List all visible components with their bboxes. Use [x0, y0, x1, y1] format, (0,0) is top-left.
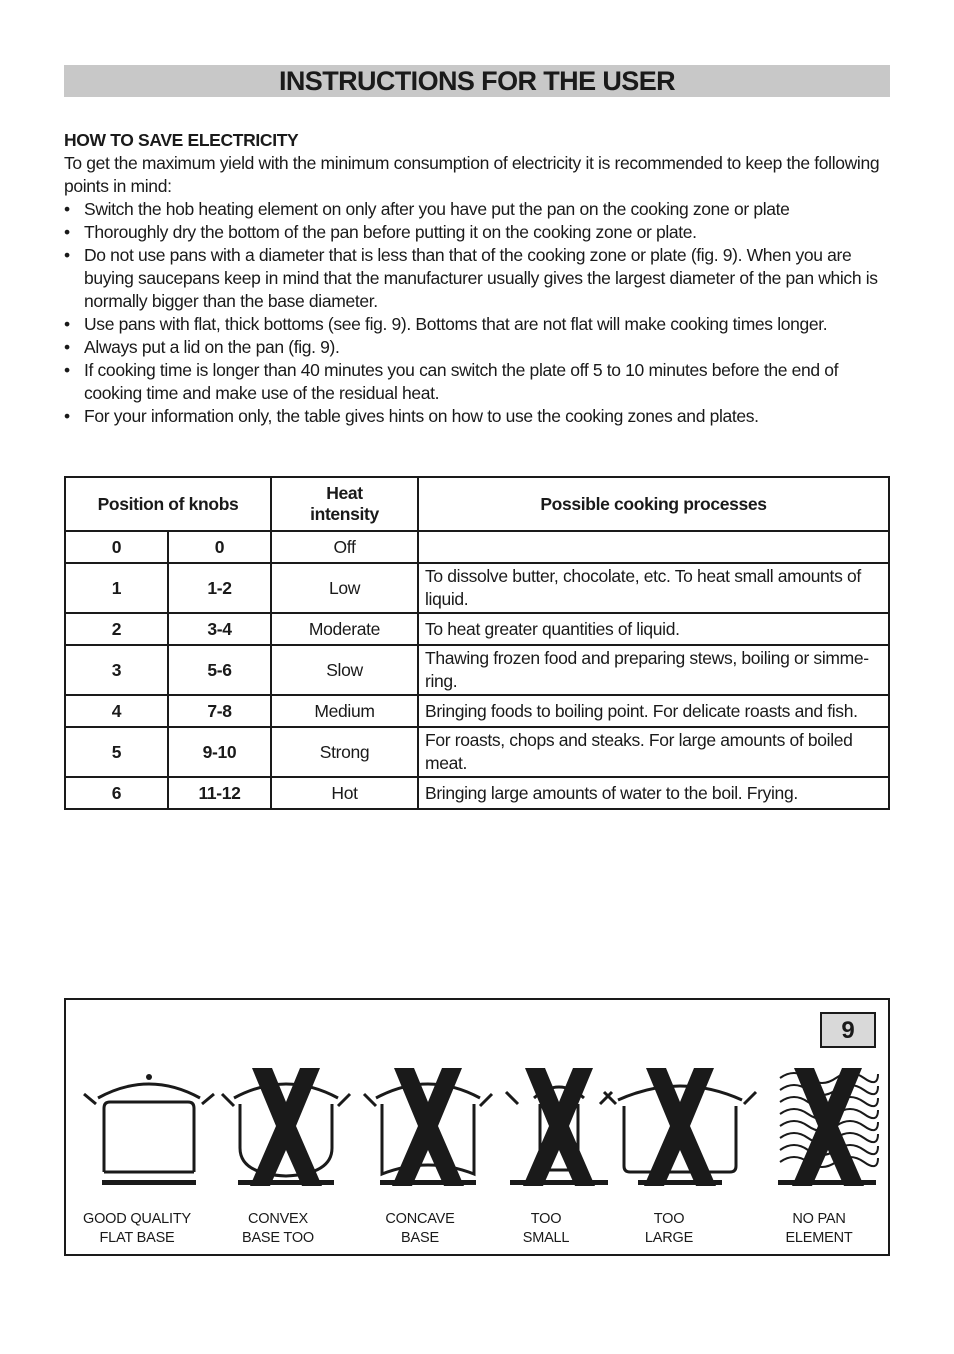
no-pan-heat-icon — [774, 1064, 880, 1190]
knob-position: 3 — [65, 645, 168, 695]
electricity-section — [64, 129, 890, 428]
cooking-process: To heat greater quantities of liquid. — [418, 613, 889, 645]
caption-no-pan: NO PAN ELEMENT — [785, 1211, 853, 1246]
list-item: • If cooking time is longer than 40 minutes you can switch the plate off 5 to 10 minutes before the end of cooking time and make use of the residual heat. — [64, 359, 890, 405]
table-row — [65, 531, 889, 563]
section-intro: To get the maximum yield with the minimum consumption of electricity it is recommended to keep the following points in mind: — [64, 153, 880, 196]
heat-intensity: Strong — [271, 727, 418, 777]
figure-number: 9 — [820, 1012, 876, 1048]
header-heat: Heat intensity — [271, 477, 418, 531]
heat-intensity: Moderate — [271, 613, 418, 645]
caption-convex: CONVEX BASE TOO — [241, 1211, 314, 1246]
page-title: INSTRUCTIONS FOR THE USER — [278, 66, 675, 96]
table-row — [65, 613, 889, 645]
knob-position: 2 — [65, 613, 168, 645]
list-item: • Do not use pans with a diameter that is less than that of the cooking zone or plate (fig. 9). When you are buying saucepans keep in mind that the manufacturer usually gives the largest diameter of the pan which is normally bigger than the base diameter. — [64, 244, 890, 313]
caption-good: GOOD QUALITY FLAT BASE — [83, 1211, 191, 1246]
table-row — [65, 777, 889, 809]
knob-position: 4 — [65, 695, 168, 727]
caption-concave: CONCAVE BASE — [385, 1211, 455, 1246]
cooking-process: Bringing large amounts of water to the boil. Frying. — [418, 777, 889, 809]
heat-intensity: Hot — [271, 777, 418, 809]
knob-position-alt: 3-4 — [168, 613, 271, 645]
caption-too-small: TOO SMALL — [522, 1211, 570, 1246]
header-knobs: Position of knobs — [65, 477, 271, 531]
heat-intensity: Off — [271, 531, 418, 563]
cooking-process — [418, 531, 889, 563]
cooking-process: Bringing foods to boiling point. For delicate roasts and fish. — [418, 695, 889, 727]
list-item: • Switch the hob heating element on only after you have put the pan on the cooking zone or plate — [64, 198, 890, 221]
pan-convex-icon — [220, 1064, 352, 1190]
table-header-row — [65, 477, 889, 531]
knob-position: 5 — [65, 727, 168, 777]
knob-position: 0 — [65, 531, 168, 563]
cooking-process: To dissolve butter, chocolate, etc. To heat small amounts of liquid. — [418, 563, 889, 613]
table-row — [65, 695, 889, 727]
pan-good-icon — [82, 1064, 216, 1190]
cooking-process: For roasts, chops and steaks. For large amounts of boiled meat. — [418, 727, 889, 777]
pan-concave-icon — [362, 1064, 494, 1190]
list-item: • For your information only, the table gives hints on how to use the cooking zones and plates. — [64, 405, 890, 428]
heat-intensity: Low — [271, 563, 418, 613]
knob-position-alt: 1-2 — [168, 563, 271, 613]
list-item: • Always put a lid on the pan (fig. 9). — [64, 336, 890, 359]
knob-position-alt: 5-6 — [168, 645, 271, 695]
table-row — [65, 645, 889, 695]
knob-position: 1 — [65, 563, 168, 613]
tips-list — [64, 198, 890, 428]
pan-too-large-icon — [602, 1064, 758, 1190]
table-row — [65, 727, 889, 777]
knob-position-alt: 0 — [168, 531, 271, 563]
knob-position-alt: 11-12 — [168, 777, 271, 809]
pan-too-small-icon — [504, 1064, 614, 1190]
heat-intensity: Slow — [271, 645, 418, 695]
list-item: • Use pans with flat, thick bottoms (see fig. 9). Bottoms that are not flat will make cooking times longer. — [64, 313, 890, 336]
title-bar — [64, 65, 890, 97]
figure-9 — [64, 998, 890, 1256]
knob-position: 6 — [65, 777, 168, 809]
knob-position-alt: 9-10 — [168, 727, 271, 777]
heat-table — [64, 476, 890, 810]
table-row — [65, 563, 889, 613]
knob-position-alt: 7-8 — [168, 695, 271, 727]
caption-too-large: TOO LARGE — [644, 1211, 694, 1246]
section-heading: HOW TO SAVE ELECTRICITY — [64, 130, 299, 150]
heat-intensity: Medium — [271, 695, 418, 727]
header-process: Possible cooking processes — [418, 477, 889, 531]
list-item: • Thoroughly dry the bottom of the pan before putting it on the cooking zone or plate. — [64, 221, 890, 244]
cooking-process: Thawing frozen food and preparing stews, boiling or simme-ring. — [418, 645, 889, 695]
